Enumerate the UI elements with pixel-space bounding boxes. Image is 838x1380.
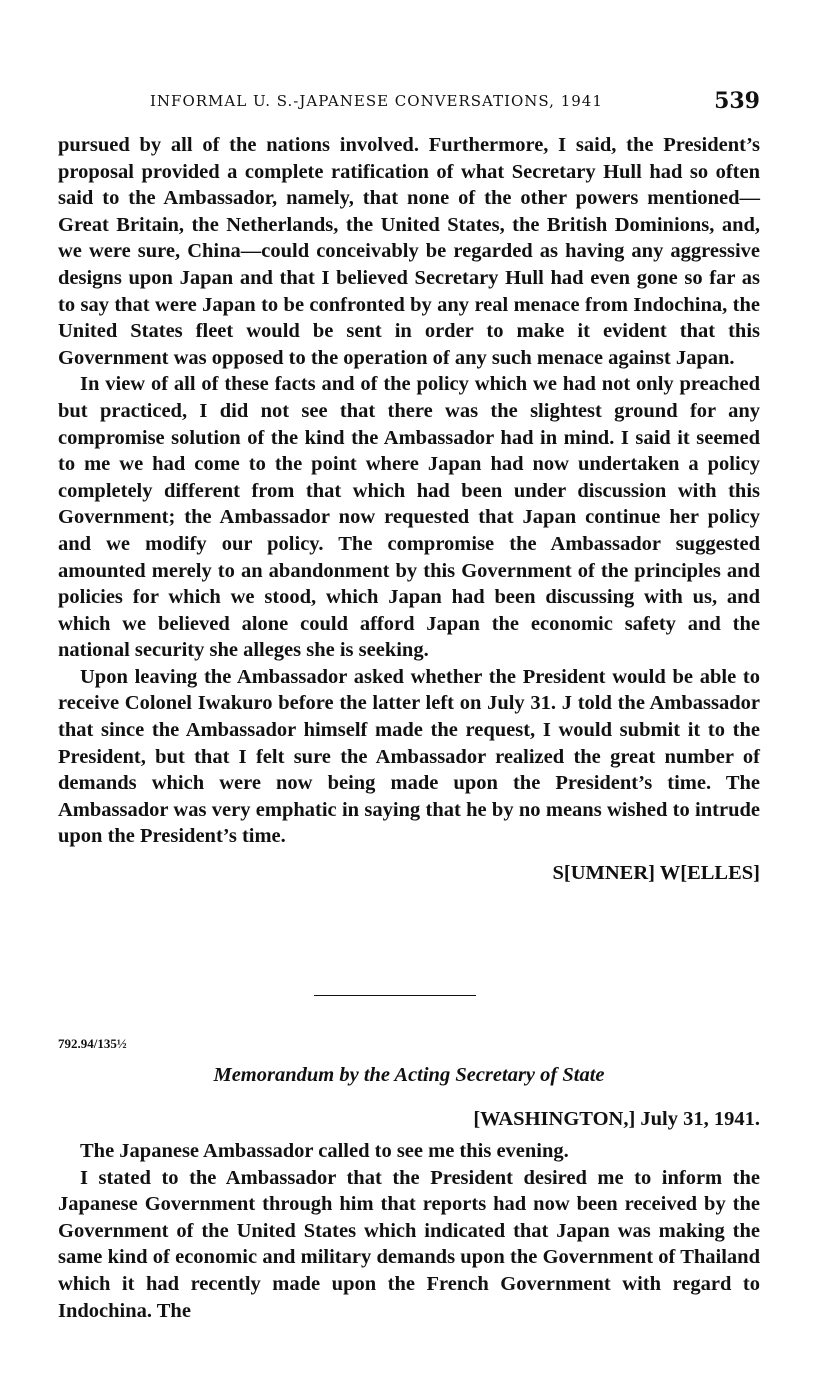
running-title: INFORMAL U. S.-JAPANESE CONVERSATIONS, 1941 — [150, 92, 603, 110]
page-number: 539 — [714, 88, 760, 114]
section-divider — [314, 995, 476, 996]
document-page — [58, 0, 760, 1380]
memo-dateline: [WASHINGTON,] July 31, 1941. — [473, 1108, 760, 1130]
paragraph-continuation: pursued by all of the nations involved. Furthermore, I said, the President’s proposal provided a complete ratification of what Secretary Hull had so often said to the Ambassador, namely, that none of the other powers mentioned—Great Britain, the Netherlands, the United States, the British Dominions, and, we were sure, China—could conceivably be regarded as having any aggressive designs upon Japan and that I believed Secretary Hull had even gone so far as to say that were Japan to be confronted by any real menace from Indochina, the United States fleet would be sent in order to make it evident that this Government was opposed to the operation of any such menace against Japan. — [58, 134, 760, 369]
paragraph-compromise: In view of all of these facts and of the policy which we had not only preached but practiced, I did not see that there was the slightest ground for any compromise solution of the kind the Ambassador had in mind. I said it seemed to me we had come to the point where Japan had now undertaken a policy completely different from that which had been under discussion with this Government; the Ambassador now requested that Japan continue her policy and we modify our policy. The compromise the Ambassador suggested amounted merely to an abandonment by this Government of the principles and policies for which we stood, which Japan had been discussing with us, and which we believed alone could afford Japan the economic safety and the national security she alleges she is seeking. — [58, 373, 760, 662]
file-number: 792.94/135½ — [58, 1036, 127, 1051]
paragraph-iwakuro: Upon leaving the Ambassador asked whether the President would be able to receive Colonel Iwakuro before the latter left on July 31. J told the Ambassador that since the Ambassador himself made the request, I would submit it to the President, but that I felt sure the Ambassador realized the great number of demands which were now being made upon the President’s time. The Ambassador was very emphatic in saying that he by no means wished to intrude upon the President’s time. — [58, 665, 760, 848]
signature: S[UMNER] W[ELLES] — [552, 862, 760, 885]
memo-body — [58, 1138, 760, 1324]
body-text — [58, 132, 760, 887]
memo-paragraph-thailand: I stated to the Ambassador that the President desired me to inform the Japanese Government through him that reports had now been received by the Government of the United States which indicated that Japan was making the same kind of economic and military demands upon the Government of Thailand which it had recently made upon the French Government with regard to Indochina. The — [58, 1166, 760, 1322]
memo-title: Memorandum by the Acting Secretary of State — [213, 1064, 605, 1086]
running-head — [58, 88, 760, 118]
memo-paragraph-opening: The Japanese Ambassador called to see me this evening. — [80, 1140, 569, 1162]
